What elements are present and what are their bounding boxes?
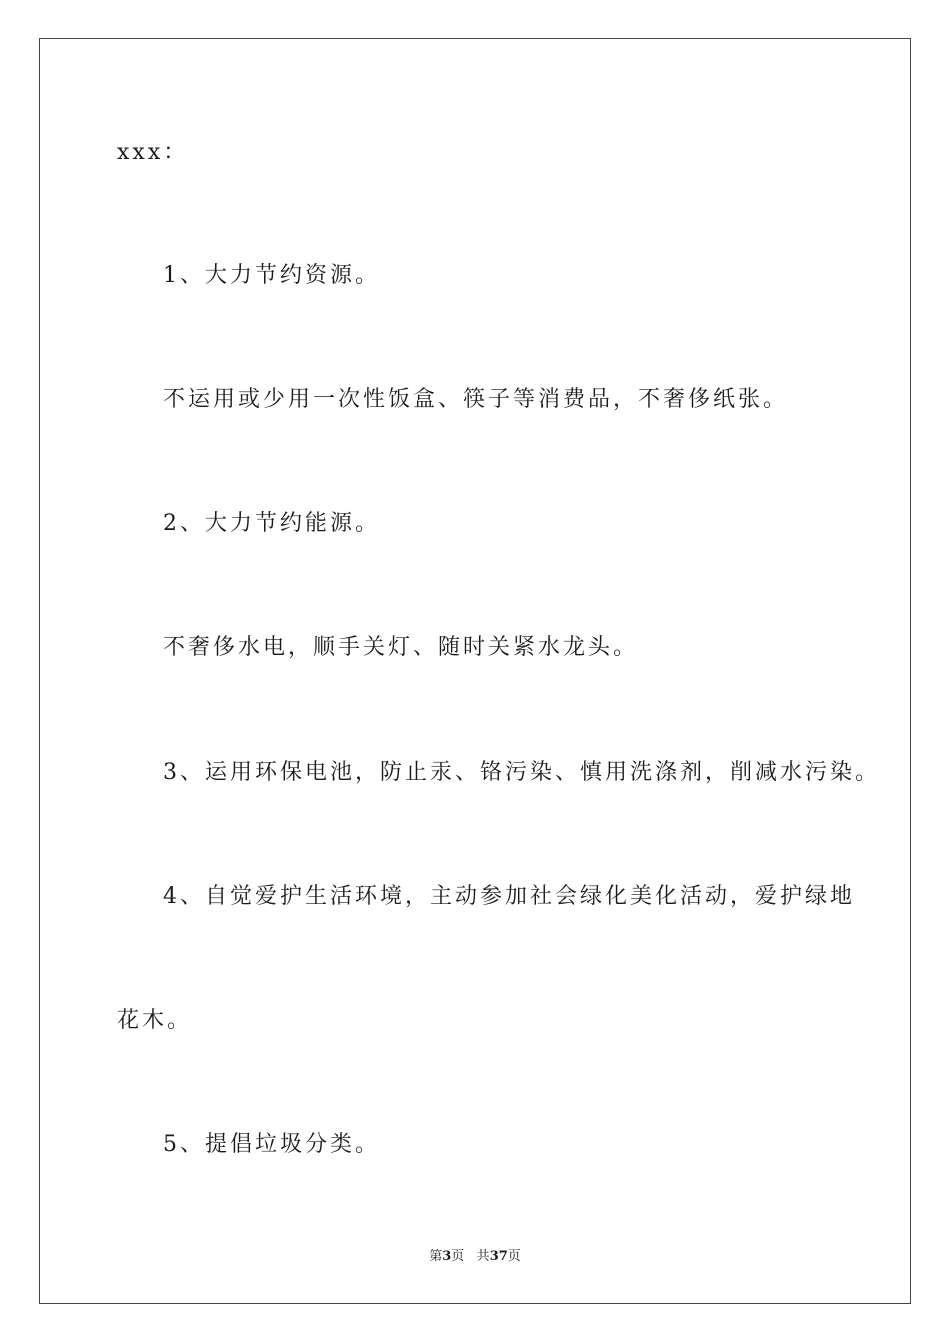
- item-3-paragraph: 3、运用环保电池，防止汞、铬污染、慎用洗涤剂，削减水污染。: [163, 760, 880, 785]
- footer-total-prefix: 共: [476, 1249, 490, 1264]
- footer-page-suffix: 页: [451, 1249, 465, 1264]
- item-5-heading: 5、提倡垃圾分类。: [163, 1132, 380, 1157]
- item-1-heading: 1、大力节约资源。: [163, 263, 380, 288]
- item-1-body: 不运用或少用一次性饭盒、筷子等消费品，不奢侈纸张。: [163, 387, 789, 412]
- footer-total-suffix: 页: [507, 1249, 521, 1264]
- page-border: [39, 38, 911, 1304]
- item-2-heading: 2、大力节约能源。: [163, 511, 380, 536]
- footer-total-pages: 37: [489, 1249, 508, 1264]
- salutation: xxx：: [117, 140, 189, 165]
- item-4-continuation: 花木。: [117, 1008, 193, 1033]
- item-4-paragraph: 4、自觉爱护生活环境，主动参加社会绿化美化活动，爱护绿地: [163, 884, 855, 909]
- item-2-body: 不奢侈水电，顺手关灯、随时关紧水龙头。: [163, 635, 639, 660]
- footer-page-number: 3: [442, 1249, 452, 1264]
- footer-page-prefix: 第: [429, 1249, 443, 1264]
- page-footer: [0, 1248, 950, 1266]
